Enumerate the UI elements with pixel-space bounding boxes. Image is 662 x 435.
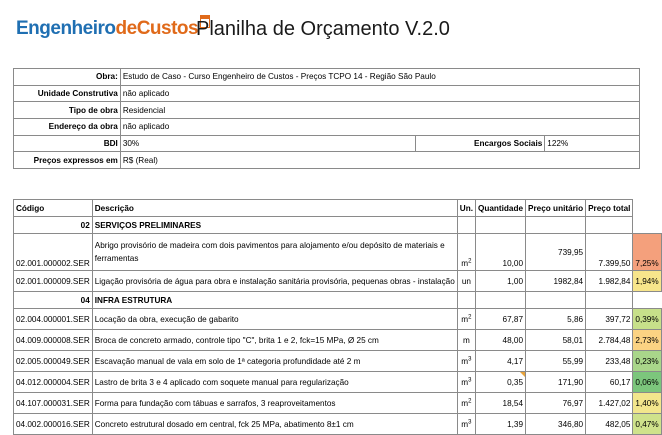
logo-text-part1: Engenheiro — [16, 18, 116, 39]
row-quantidade[interactable]: 0,35 — [475, 372, 525, 393]
row-percent[interactable]: 7,25% — [633, 234, 661, 271]
group-row-infra-estrutura — [14, 292, 662, 309]
row-codigo[interactable]: 02.005.000049.SER — [14, 351, 93, 372]
encargos-label: Encargos Sociais — [415, 135, 545, 152]
row-preco-unitario[interactable]: 55,99 — [526, 351, 586, 372]
row-descricao[interactable]: Lastro de brita 3 e 4 aplicado com soquete manual para regularização — [92, 372, 457, 393]
row-preco-total[interactable]: 1.982,84 — [586, 271, 633, 292]
row-un[interactable] — [457, 372, 475, 393]
group-number[interactable]: 02 — [14, 217, 93, 234]
row-codigo[interactable]: 02.004.000001.SER — [14, 309, 93, 330]
row-un[interactable] — [457, 351, 475, 372]
col-header-quantidade[interactable]: Quantidade — [475, 200, 525, 217]
row-preco-unitario[interactable]: 5,86 — [526, 309, 586, 330]
row-un-text: $m^2$ — [461, 314, 472, 324]
bdi-label: BDI — [14, 135, 121, 152]
info-row-unidade — [14, 85, 640, 102]
group-row-servicos-preliminares — [14, 217, 662, 234]
precos-label: Preços expressos em — [14, 152, 121, 169]
table-row — [14, 271, 662, 292]
budget-table — [13, 199, 662, 435]
row-un-text: $m^3$ — [461, 419, 472, 429]
row-preco-unitario[interactable]: 58,01 — [526, 330, 586, 351]
encargos-value[interactable]: 122% — [545, 135, 640, 152]
table-row — [14, 330, 662, 351]
obra-label: Obra: — [14, 69, 121, 86]
row-codigo[interactable]: 04.002.000016.SER — [14, 414, 93, 435]
row-preco-unitario[interactable]: 1982,84 — [526, 271, 586, 292]
row-preco-total[interactable]: 7.399,50 — [586, 234, 633, 271]
row-un-text: $m^3$ — [461, 356, 472, 366]
precos-value[interactable]: R$ (Real) — [120, 152, 639, 169]
row-descricao[interactable]: Forma para fundação com tábuas e sarrafos, 3 reaproveitamentos — [92, 393, 457, 414]
row-descricao[interactable]: Locação da obra, execução de gabarito — [92, 309, 457, 330]
row-un-text: $m^2$ — [461, 398, 472, 408]
info-row-tipo — [14, 102, 640, 119]
endereco-value[interactable]: não aplicado — [120, 119, 639, 136]
row-quantidade[interactable]: 67,87 — [475, 309, 525, 330]
row-descricao[interactable]: Broca de concreto armado, controle tipo "C", brita 1 e 2, fck=15 MPa, Ø 25 cm — [92, 330, 457, 351]
row-preco-total[interactable]: 233,48 — [586, 351, 633, 372]
row-percent[interactable]: 0,23% — [633, 351, 661, 372]
row-preco-unitario[interactable]: 76,97 — [526, 393, 586, 414]
tipo-label: Tipo de obra — [14, 102, 121, 119]
logo — [16, 18, 210, 40]
tipo-value[interactable]: Residencial — [120, 102, 639, 119]
row-preco-total[interactable]: 482,05 — [586, 414, 633, 435]
row-preco-total[interactable]: 397,72 — [586, 309, 633, 330]
row-un[interactable]: m — [457, 330, 475, 351]
row-quantidade[interactable]: 1,00 — [475, 271, 525, 292]
row-preco-unitario[interactable]: 346,80 — [526, 414, 586, 435]
row-percent[interactable]: 2,73% — [633, 330, 661, 351]
col-header-descricao[interactable]: Descrição — [92, 200, 457, 217]
row-un[interactable]: un — [457, 271, 475, 292]
row-un[interactable] — [457, 234, 475, 271]
table-row — [14, 414, 662, 435]
info-row-endereco — [14, 119, 640, 136]
row-un[interactable] — [457, 414, 475, 435]
row-percent[interactable]: 0,06% — [633, 372, 661, 393]
group-label[interactable]: INFRA ESTRUTURA — [92, 292, 457, 309]
logo-text-part2: deCustos — [115, 18, 199, 39]
row-codigo[interactable]: 04.012.000004.SER — [14, 372, 93, 393]
row-preco-total[interactable]: 1.427,02 — [586, 393, 633, 414]
row-codigo[interactable]: 02.001.000009.SER — [14, 271, 93, 292]
row-percent[interactable]: 1,40% — [633, 393, 661, 414]
col-header-codigo[interactable]: Código — [14, 200, 93, 217]
info-row-precos — [14, 152, 640, 169]
row-un[interactable] — [457, 309, 475, 330]
group-number[interactable]: 04 — [14, 292, 93, 309]
row-un[interactable] — [457, 393, 475, 414]
unidade-label: Unidade Construtiva — [14, 85, 121, 102]
bdi-value[interactable]: 30% — [120, 135, 415, 152]
table-row — [14, 393, 662, 414]
unidade-value[interactable]: não aplicado — [120, 85, 639, 102]
group-label[interactable]: SERVIÇOS PRELIMINARES — [92, 217, 457, 234]
row-codigo[interactable]: 02.001.000002.SER — [14, 234, 93, 271]
row-codigo[interactable]: 04.009.000008.SER — [14, 330, 93, 351]
header — [0, 0, 640, 62]
info-row-bdi — [14, 135, 640, 152]
row-preco-unitario[interactable]: 739,95 — [526, 234, 586, 271]
col-header-percent — [633, 200, 661, 217]
budget-header-row — [14, 200, 662, 217]
table-row — [14, 309, 662, 330]
col-header-preco-total[interactable]: Preço total — [586, 200, 633, 217]
table-row — [14, 351, 662, 372]
row-quantidade[interactable]: 1,39 — [475, 414, 525, 435]
table-row — [14, 372, 662, 393]
obra-value[interactable]: Estudo de Caso - Curso Engenheiro de Custos - Preços TCPO 14 - Região São Paulo — [120, 69, 639, 86]
row-codigo[interactable]: 04.107.000031.SER — [14, 393, 93, 414]
row-quantidade[interactable]: 48,00 — [475, 330, 525, 351]
col-header-preco-unitario[interactable]: Preço unitário — [526, 200, 586, 217]
row-percent[interactable]: 0,47% — [633, 414, 661, 435]
row-quantidade[interactable]: 4,17 — [475, 351, 525, 372]
row-descricao[interactable]: Abrigo provisório de madeira com dois pavimentos para alojamento e/ou depósito de materiais e ferramentas — [92, 234, 457, 271]
row-quantidade[interactable]: 10,00 — [475, 234, 525, 271]
row-descricao[interactable]: Concreto estrutural dosado em central, fck 25 MPa, abatimento 8±1 cm — [92, 414, 457, 435]
row-percent[interactable]: 0,39% — [633, 309, 661, 330]
row-descricao[interactable]: Ligação provisória de água para obra e instalação sanitária provisória, pequenas obras - instalação — [92, 271, 457, 292]
page-title: Planilha de Orçamento V.2.0 — [196, 18, 450, 40]
row-preco-total[interactable]: 60,17 — [586, 372, 633, 393]
row-un-text: $m^3$ — [461, 377, 472, 387]
row-quantidade[interactable]: 18,54 — [475, 393, 525, 414]
col-header-un[interactable]: Un. — [457, 200, 475, 217]
row-preco-total[interactable]: 2.784,48 — [586, 330, 633, 351]
row-percent[interactable]: 1,94% — [633, 271, 661, 292]
row-un-text: $m^2$ — [461, 258, 472, 268]
info-row-obra — [14, 69, 640, 86]
row-descricao[interactable]: Escavação manual de vala em solo de 1ª categoria profundidade até 2 m — [92, 351, 457, 372]
endereco-label: Endereço da obra — [14, 119, 121, 136]
project-info-table — [13, 68, 640, 169]
table-row — [14, 234, 662, 271]
row-preco-unitario[interactable]: 171,90 — [526, 372, 586, 393]
